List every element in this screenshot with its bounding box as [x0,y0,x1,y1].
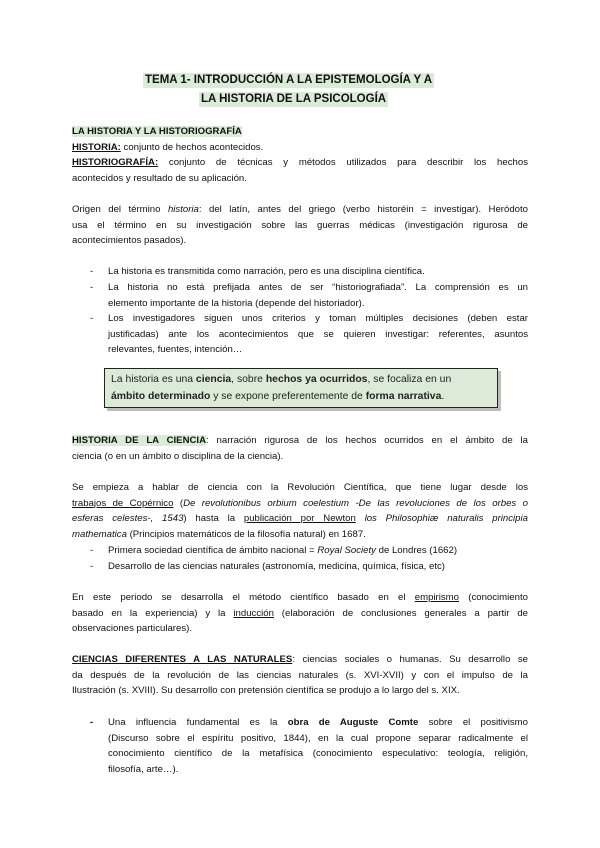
method-paragraph [72,590,528,637]
origin-text: usa el término en su investigación sobre las guerras médicas (investigación rigurosa de [72,219,528,231]
bullet-dash: - [90,717,94,728]
section-ciencias-diferentes [72,652,528,699]
callout-text: y se expone preferentemente de [210,390,366,402]
bullet-dash: - [90,545,94,556]
bullet-text: Los investigadores siguen unos criterios y toman múltiples decisiones (deben estar [108,313,528,324]
paragraph-text: basado en la experiencia) y la [72,607,234,619]
bullet-text: La historia no está prefijada antes de ser “historiografiada”. La comprensión es un [108,282,528,293]
bullet-text: sobre el positivismo [418,717,528,728]
term-historiografia: HISTORIOGRAFÍA: [72,157,159,169]
bullet-text: Desarrollo de las ciencias naturales (astronomía, medicina, química, física, etc) [108,561,445,572]
bullet-text: conocimiento científico de la metafísica (conocimiento especulativo: teología, religión, [108,748,528,760]
paragraph-text: En este periodo se desarrolla el método científico basado en el [72,592,415,603]
callout-bold: ciencia [195,374,232,385]
bullet-bold: obra de Auguste Comte [287,717,419,728]
page-title-line-1: TEMA 1- INTRODUCCIÓN A LA EPISTEMOLOGÍA Y A [145,74,433,86]
section-text: ciencia (o en un ámbito o disciplina de la ciencia). [72,450,284,462]
bullet-text: de Londres (1662) [375,545,458,556]
page-title-line-2: LA HISTORIA DE LA PSICOLOGÍA [201,93,387,105]
term-historia: HISTORIA: [72,141,121,153]
section-heading-ciencias: CIENCIAS DIFERENTES A LAS NATURALES [72,654,293,665]
callout-text: La historia es una [111,374,196,385]
callout-text: , sobre [231,374,266,385]
callout-bold: ámbito determinado [111,390,211,402]
paragraph-italic: mathematica [72,528,127,540]
bullet-dash: - [90,282,94,293]
paragraph-text: observaciones particulares). [72,623,192,635]
link-newton: publicación por Newton [243,513,356,525]
section-text: : ciencias sociales o humanas. Su desarrollo se [292,654,528,665]
origin-italic-historia: historia [167,204,199,215]
callout-text: , se focaliza en un [367,374,452,385]
bullet-text: Una influencia fundamental es la [108,717,288,728]
underlined-empirismo: empirismo [414,592,460,603]
section-historia-historiografia [72,124,528,186]
paragraph-text: ) hasta la [183,513,244,525]
bullet-text: (Discurso sobre el espíritu positivo, 1844), en la cual propone separar radicalmente el [108,732,528,744]
bullet-text: elemento importante de la historia (depende del historiador). [108,297,365,309]
section-historia-ciencia [72,433,528,464]
bullet-dash: - [90,561,94,572]
bullet-text: La historia es transmitida como narración, pero es una disciplina científica. [108,266,425,277]
callout-box [104,368,498,408]
bullet-text: filosofía, arte…). [108,763,179,775]
section-heading-ciencia: HISTORIA DE LA CIENCIA [72,435,207,446]
section-text: da después de la revolución de las ciencias naturales (s. XVI-XVII) y con el impulso de la [72,669,528,681]
section-heading-historia: LA HISTORIA Y LA HISTORIOGRAFÍA [72,126,242,137]
origin-text: Origen del término [72,204,168,215]
bullet-text: Primera sociedad científica de ámbito nacional = [108,545,318,556]
def-historiografia-2: acontecidos y resultado de su aplicación. [72,172,247,184]
paragraph-text: Se empieza a hablar de ciencia con la Revolución Científica, que tiene lugar desde los [72,482,528,493]
section-text: Ilustración (s. XVIII). Su desarrollo con pretensión científica se produjo a lo largo del s. XIX. [72,685,460,697]
paragraph-text: (Principios matemáticos de la filosofía natural) en 1687. [126,528,366,540]
link-copernico: trabajos de Copérnico [72,497,174,509]
bullet-dash: - [90,266,94,277]
callout-bold: forma narrativa [365,390,442,402]
paragraph-italic: los Philosophiæ naturalis principia [364,513,528,525]
callout-text: . [441,390,445,402]
paragraph-text: (conocimiento [459,592,528,603]
origin-paragraph [72,202,528,249]
bullet-text: justificadas) ante los acontecimientos que se quieren investigar: referentes, asuntos [108,328,528,340]
section-text: : narración rigurosa de los hechos ocurridos en el ámbito de la [206,435,528,446]
underlined-induccion: inducción [233,607,274,619]
bullet-text: relevantes, fuentes, intención… [108,344,243,356]
paragraph-text: (elaboración de conclusiones generales a partir de [273,607,528,619]
revolution-paragraph: Se empieza a hablar de ciencia con la Revolución Científica, que tiene lugar desde los trabajos de Copérnico (De revolutionibus orbium coelestium -De las revoluciones de los orbes o esferas celestes-, 1543) hasta la publicación por Newton los Philosophiæ naturalis principia mathematica (Principios matemáticos de la filosofía natural) en 1687. [72,482,528,540]
bullet-italic: Royal Society [317,545,376,556]
origin-text: acontecimientos pasados). [72,235,187,247]
def-historia: conjunto de hechos acontecidos. [120,141,264,153]
def-historiografia-1: conjunto de técnicas y métodos utilizados para describir los hechos [158,157,528,169]
callout-bold: hechos ya ocurridos [265,374,368,385]
paragraph-italic: esferas celestes-, 1543 [72,513,184,525]
bullet-dash: - [90,313,94,324]
origin-text: : del latín, antes del griego (verbo historéin = investigar). Heródoto [198,204,528,215]
paragraph-italic: De revolutionibus orbium coelestium -De las revoluciones de los orbes o [183,497,528,509]
